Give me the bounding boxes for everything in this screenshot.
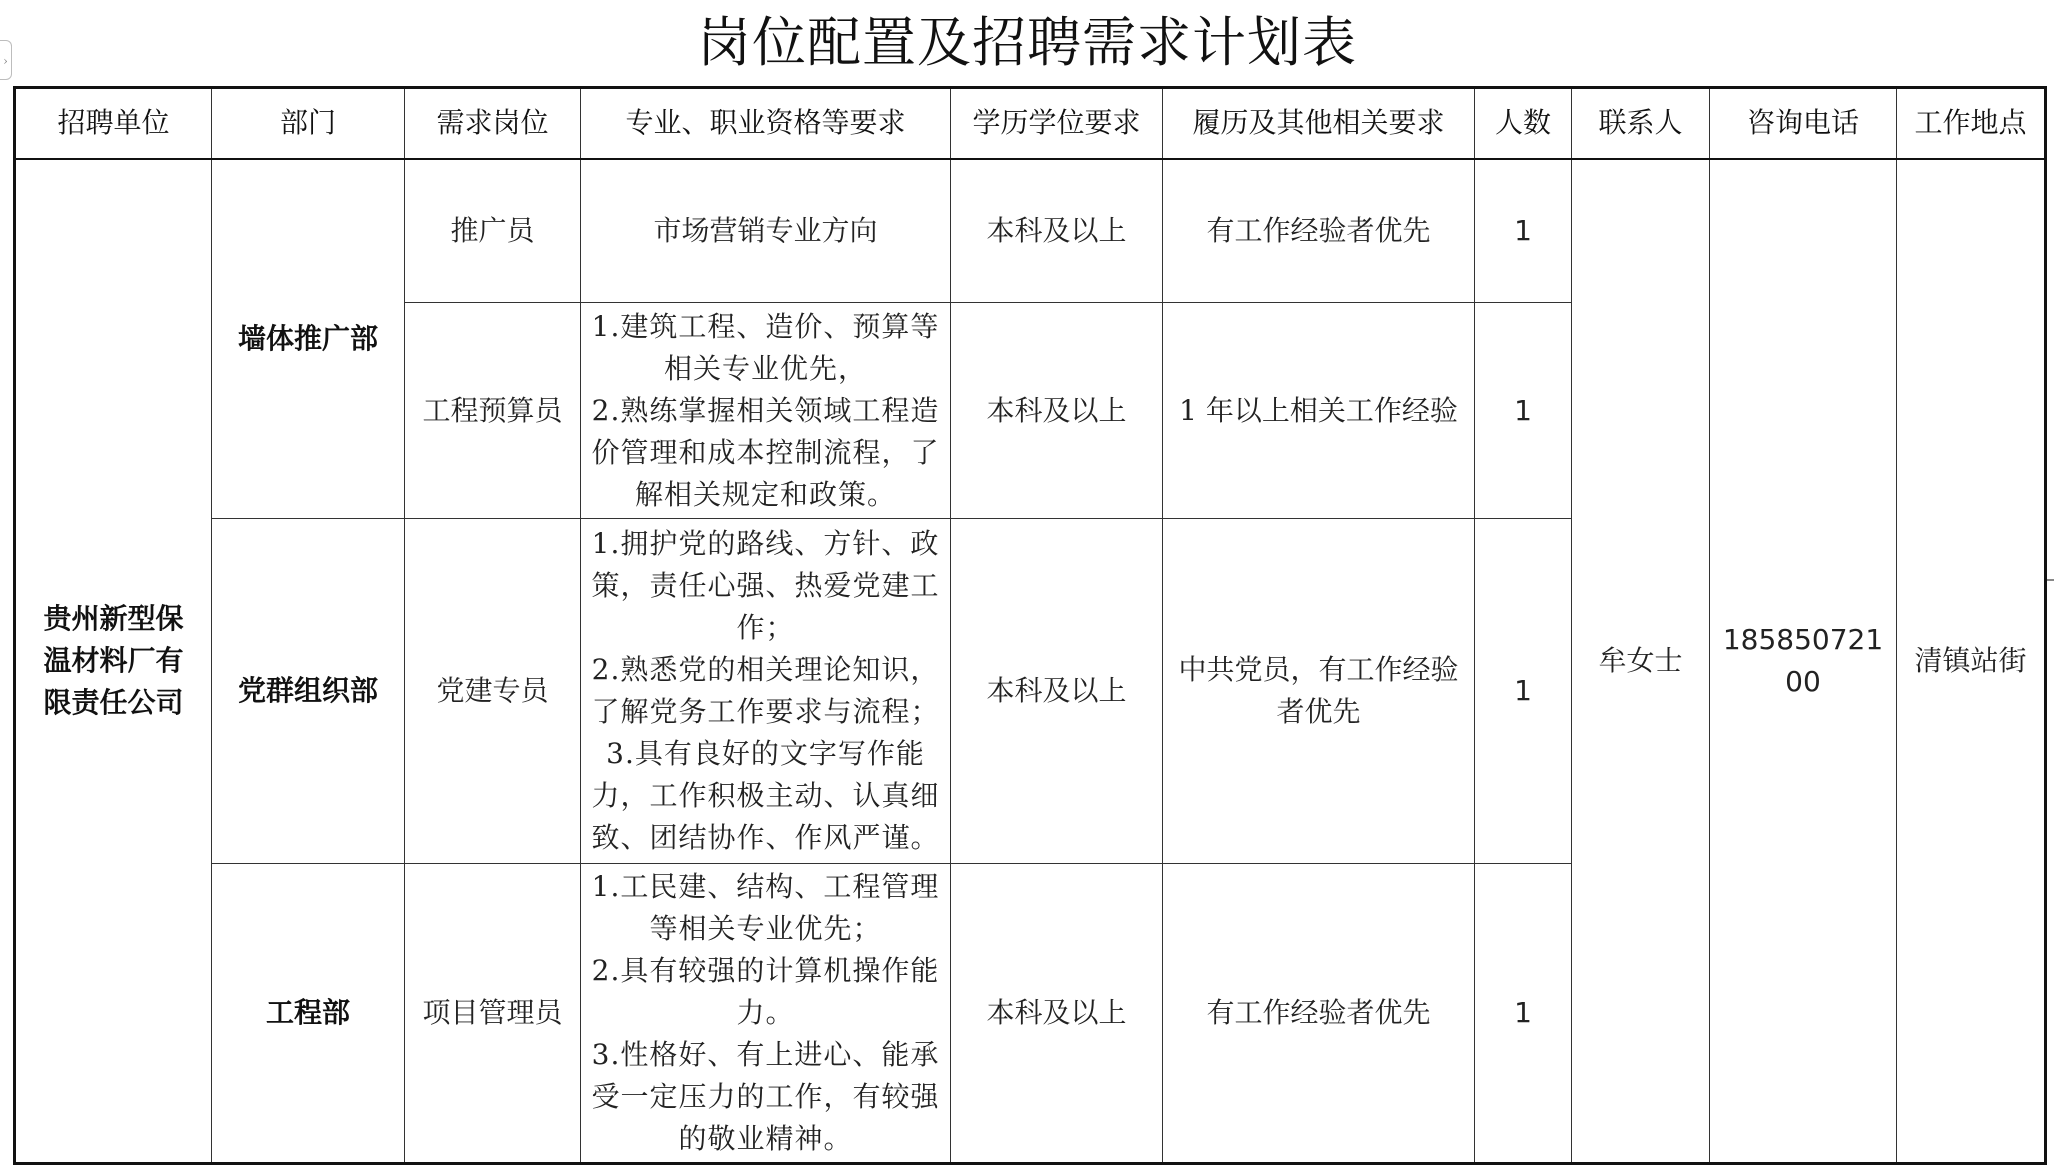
experience-cell: 有工作经验者优先 bbox=[1163, 864, 1475, 1164]
requirement-line: 2.具有较强的计算机操作能力。 bbox=[591, 954, 940, 1029]
company-cell bbox=[15, 159, 212, 1164]
education-cell: 本科及以上 bbox=[951, 519, 1163, 864]
requirement-line: 1.拥护党的路线、方针、政策，责任心强、热爱党建工作； bbox=[591, 527, 940, 644]
experience-cell: 1 年以上相关工作经验 bbox=[1163, 303, 1475, 519]
requirement-line: 1.建筑工程、造价、预算等相关专业优先， bbox=[591, 309, 940, 385]
requirement-line: 2.熟悉党的相关理论知识，了解党务工作要求与流程； bbox=[591, 653, 940, 728]
header-contact: 联系人 bbox=[1572, 88, 1710, 159]
header-position: 需求岗位 bbox=[405, 88, 581, 159]
position-cell: 项目管理员 bbox=[405, 864, 581, 1164]
requirement-line: 3.性格好、有上进心、能承受一定压力的工作，有较强的敬业精神。 bbox=[591, 1038, 940, 1155]
header-experience: 履历及其他相关要求 bbox=[1163, 88, 1475, 159]
major-cell bbox=[581, 864, 951, 1164]
requirement-line: 2.熟练掌握相关领域工程造价管理和成本控制流程，了解相关规定和政策。 bbox=[591, 393, 940, 511]
count-cell: 1 bbox=[1475, 519, 1572, 864]
contact-cell: 牟女士 bbox=[1572, 159, 1710, 1164]
requirement-line: 3.具有良好的文字写作能力，工作积极主动、认真细致、团结协作、作风严谨。 bbox=[591, 737, 940, 854]
header-count: 人数 bbox=[1475, 88, 1572, 159]
page-title: 岗位配置及招聘需求计划表 bbox=[697, 11, 1357, 74]
header-dept: 部门 bbox=[212, 88, 405, 159]
experience-cell: 有工作经验者优先 bbox=[1163, 159, 1475, 303]
major-cell bbox=[581, 159, 951, 303]
header-unit: 招聘单位 bbox=[15, 88, 212, 159]
company-name-line: 温材料厂有 bbox=[43, 643, 184, 677]
dept-cell: 墙体推广部 bbox=[212, 159, 405, 519]
position-cell: 推广员 bbox=[405, 159, 581, 303]
education-cell: 本科及以上 bbox=[951, 864, 1163, 1164]
header-major: 专业、职业资格等要求 bbox=[581, 88, 951, 159]
major-cell bbox=[581, 303, 951, 519]
header-row bbox=[15, 88, 2046, 159]
count-cell: 1 bbox=[1475, 159, 1572, 303]
location-cell: 清镇站街 bbox=[1897, 159, 2046, 1164]
count-cell: 1 bbox=[1475, 303, 1572, 519]
requirement-line: 市场营销专业方向 bbox=[653, 213, 878, 247]
requirement-line: 1.工民建、结构、工程管理等相关专业优先； bbox=[591, 870, 940, 945]
table-row bbox=[15, 159, 2046, 303]
corner-marker: › bbox=[0, 40, 12, 80]
header-location: 工作地点 bbox=[1897, 88, 2046, 159]
position-cell: 党建专员 bbox=[405, 519, 581, 864]
dept-cell: 工程部 bbox=[212, 864, 405, 1164]
recruitment-table bbox=[13, 86, 2047, 1165]
phone-cell: 18585072100 bbox=[1710, 159, 1897, 1164]
education-cell: 本科及以上 bbox=[951, 159, 1163, 303]
company-name-line: 贵州新型保 bbox=[43, 601, 184, 635]
major-cell bbox=[581, 519, 951, 864]
dept-cell: 党群组织部 bbox=[212, 519, 405, 864]
count-cell: 1 bbox=[1475, 864, 1572, 1164]
education-cell: 本科及以上 bbox=[951, 303, 1163, 519]
header-phone: 咨询电话 bbox=[1710, 88, 1897, 159]
company-name-line: 限责任公司 bbox=[43, 685, 184, 719]
position-cell: 工程预算员 bbox=[405, 303, 581, 519]
header-education: 学历学位要求 bbox=[951, 88, 1163, 159]
experience-cell: 中共党员，有工作经验者优先 bbox=[1163, 519, 1475, 864]
edge-marker bbox=[2046, 579, 2054, 581]
